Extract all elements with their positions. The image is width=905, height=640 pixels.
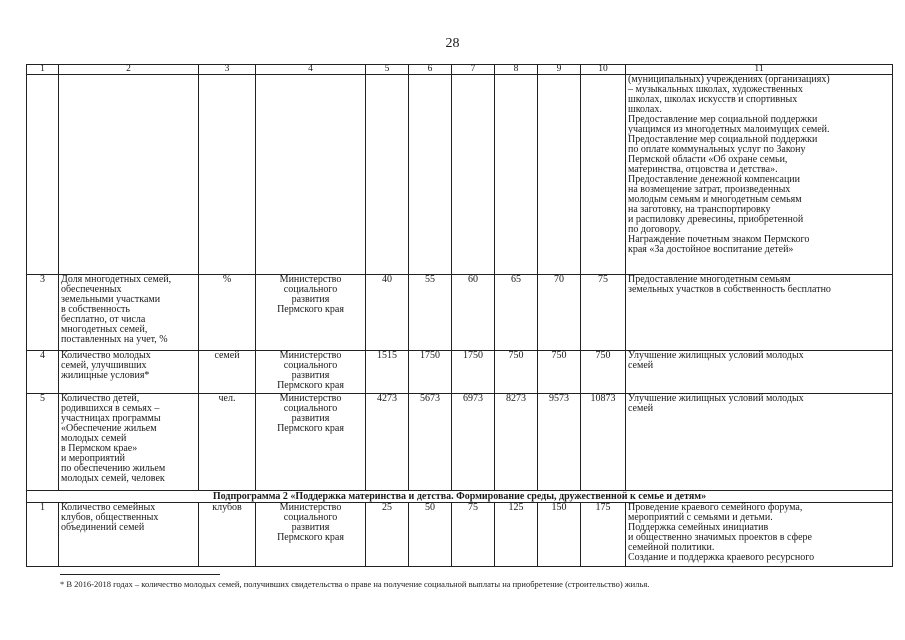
table-row — [27, 503, 893, 567]
cell — [409, 75, 452, 275]
cell — [59, 75, 199, 275]
value-2017: 60 — [452, 275, 495, 351]
value-2019: 70 — [538, 275, 581, 351]
measures-cell: Улучшение жилищных условий молодых семей — [626, 351, 893, 394]
value-2015: 25 — [366, 503, 409, 567]
cell — [366, 75, 409, 275]
table-row — [27, 275, 893, 351]
value-2016: 55 — [409, 275, 452, 351]
row-number: 1 — [27, 503, 59, 567]
unit: клубов — [199, 503, 256, 567]
value-2016: 5673 — [409, 394, 452, 491]
table-row — [27, 351, 893, 394]
unit: % — [199, 275, 256, 351]
col-header-7: 7 — [452, 65, 495, 75]
col-header-6: 6 — [409, 65, 452, 75]
header-row — [27, 65, 893, 75]
value-2015: 1515 — [366, 351, 409, 394]
unit: чел. — [199, 394, 256, 491]
value-2020: 10873 — [581, 394, 626, 491]
row-number: 5 — [27, 394, 59, 491]
col-header-8: 8 — [495, 65, 538, 75]
table-row — [27, 394, 893, 491]
executor: Министерство социального развития Пермского края — [256, 351, 366, 394]
row-number: 4 — [27, 351, 59, 394]
cell — [538, 75, 581, 275]
indicator-name: Доля многодетных семей, обеспеченных земельными участками в собственность бесплатно, от числа многодетных семей, поставленных на учет, % — [59, 275, 199, 351]
value-2020: 175 — [581, 503, 626, 567]
value-2018: 65 — [495, 275, 538, 351]
value-2018: 8273 — [495, 394, 538, 491]
indicator-name: Количество детей, родившихся в семьях – участницах программы «Обеспечение жильем молодых семей в Пермском крае» и мероприятий по обеспечению жильем молодых семей, человек — [59, 394, 199, 491]
row-number: 3 — [27, 275, 59, 351]
value-2015: 4273 — [366, 394, 409, 491]
value-2016: 1750 — [409, 351, 452, 394]
page-number: 28 — [445, 36, 460, 51]
measures-cell: (муниципальных) учреждениях (организациях) – музыкальных школах, художественных школах, школах искусств и спортивных школах. Предоставление мер социальной поддержки учащимся из многодетных малоимущих семей. Предоставление мер социальной поддержки по оплате коммунальных услуг по Закону Пермской области «Об охране семьи, материнства, отцовства и детства». Предоставление денежной компенсации на возмещение затрат, произведенных молодым семьям и многодетным семьям на заготовку, на транспортировку и распиловку древесины, приобретенной по договору. Награждение почетным знаком Пермского края «За достойное воспитание детей» — [626, 75, 893, 275]
executor: Министерство социального развития Пермского края — [256, 394, 366, 491]
value-2020: 750 — [581, 351, 626, 394]
cell — [256, 75, 366, 275]
unit: семей — [199, 351, 256, 394]
value-2017: 75 — [452, 503, 495, 567]
measures-cell: Предоставление многодетным семьям земельных участков в собственность бесплатно — [626, 275, 893, 351]
footnote: * В 2016-2018 годах – количество молодых семей, получивших свидетельства о праве на получение социальной выплаты на приобретение (строительство) жилья. — [60, 579, 650, 589]
col-header-9: 9 — [538, 65, 581, 75]
value-2017: 1750 — [452, 351, 495, 394]
measures-cell: Проведение краевого семейного форума, мероприятий с семьями и детьми. Поддержка семейных инициатив и общественно значимых проектов в сфере семейной политики. Создание и поддержка краевого ресурсного — [626, 503, 893, 567]
col-header-11: 11 — [626, 65, 893, 75]
indicator-name: Количество молодых семей, улучшивших жилищные условия* — [59, 351, 199, 394]
col-header-1: 1 — [27, 65, 59, 75]
measures-cell: Улучшение жилищных условий молодых семей — [626, 394, 893, 491]
indicator-name: Количество семейных клубов, общественных объединений семей — [59, 503, 199, 567]
cell — [581, 75, 626, 275]
value-2017: 6973 — [452, 394, 495, 491]
col-header-5: 5 — [366, 65, 409, 75]
col-header-4: 4 — [256, 65, 366, 75]
executor: Министерство социального развития Пермского края — [256, 503, 366, 567]
cell — [452, 75, 495, 275]
col-header-2: 2 — [59, 65, 199, 75]
cell — [199, 75, 256, 275]
value-2019: 150 — [538, 503, 581, 567]
continuation-row — [27, 75, 893, 275]
value-2018: 125 — [495, 503, 538, 567]
cell — [495, 75, 538, 275]
value-2018: 750 — [495, 351, 538, 394]
col-header-3: 3 — [199, 65, 256, 75]
cell — [27, 75, 59, 275]
value-2015: 40 — [366, 275, 409, 351]
value-2019: 750 — [538, 351, 581, 394]
executor: Министерство социального развития Пермского края — [256, 275, 366, 351]
footnote-divider — [60, 574, 220, 575]
value-2019: 9573 — [538, 394, 581, 491]
subprogram-title: Подпрограмма 2 «Поддержка материнства и детства. Формирование среды, дружественной к семье и детям» — [27, 491, 893, 503]
col-header-10: 10 — [581, 65, 626, 75]
value-2020: 75 — [581, 275, 626, 351]
indicators-table — [26, 64, 893, 567]
subprogram-header-row — [27, 491, 893, 503]
value-2016: 50 — [409, 503, 452, 567]
